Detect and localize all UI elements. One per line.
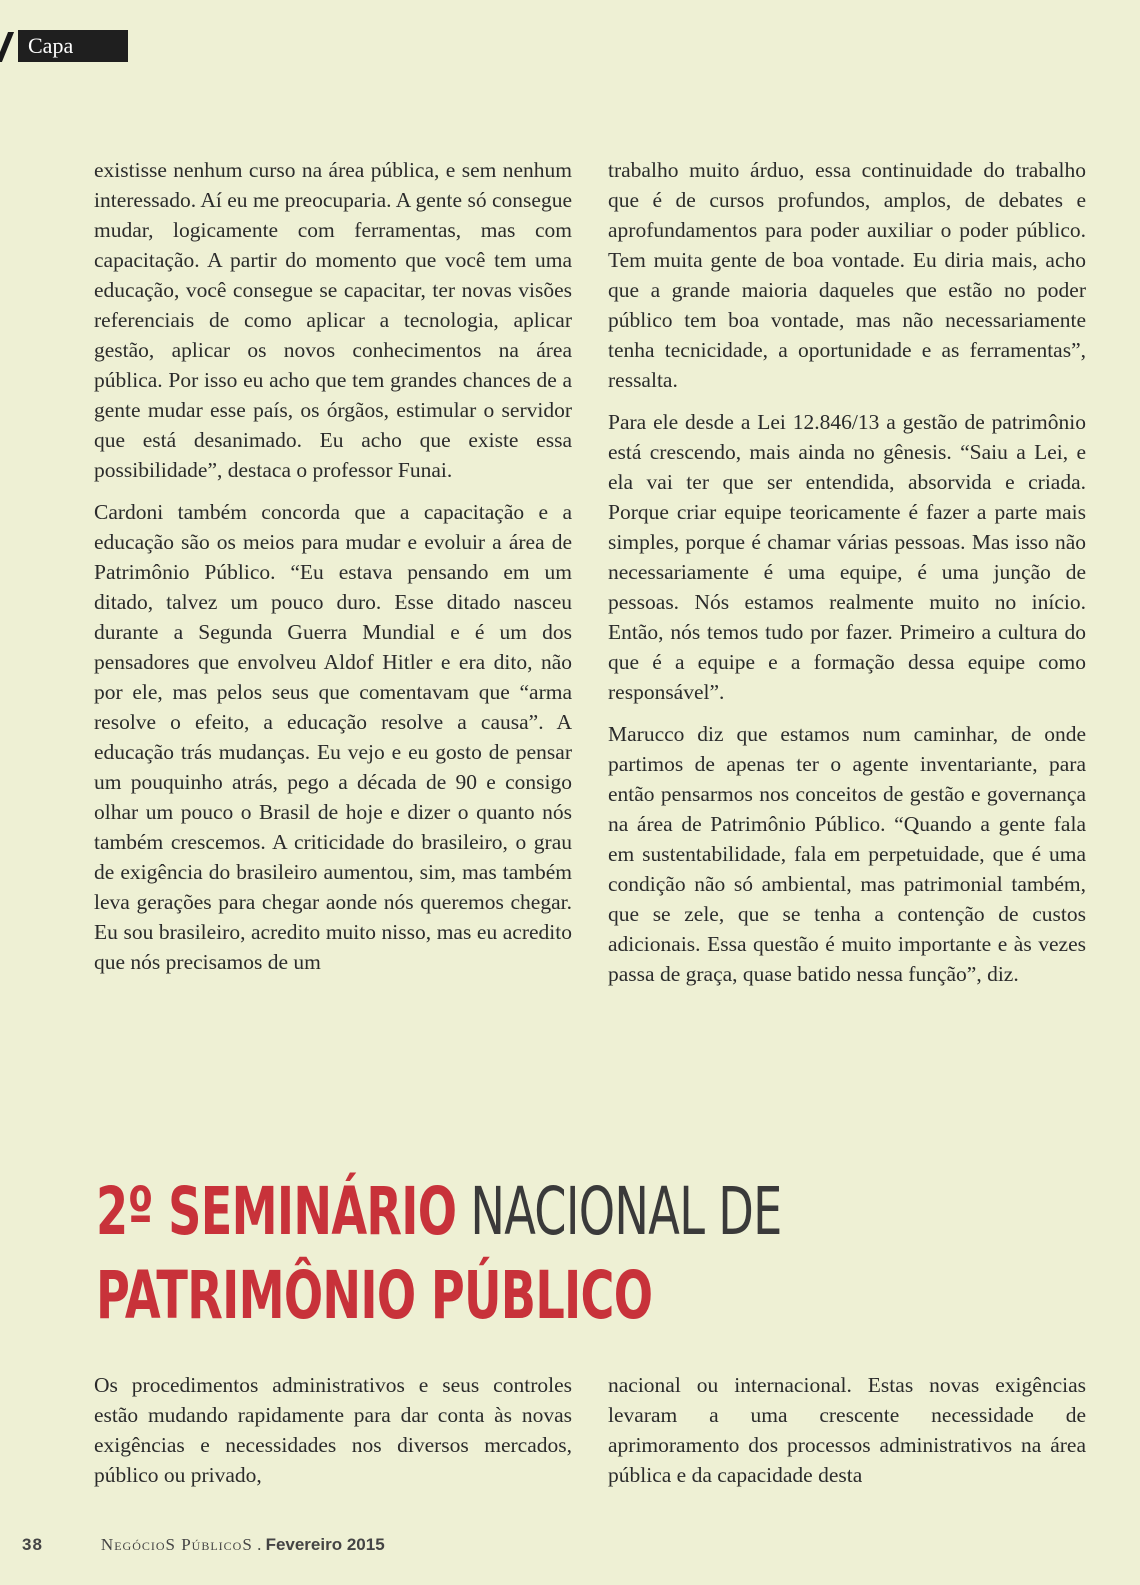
- headline-line-2: PATRIMÔNIO PÚBLICO: [96, 1257, 653, 1334]
- paragraph: nacional ou internacional. Estas novas exigências levaram a uma crescente necessidade de aprimoramento dos processos administrativos na área pública e da capacidade desta: [608, 1373, 1086, 1487]
- section-label: Capa: [18, 30, 128, 62]
- page-footer: [22, 1535, 385, 1555]
- paragraph: Cardoni também concorda que a capacitação e a educação são os meios para mudar e evoluir a área de Patrimônio Público. “Eu estava pensando em um ditado, talvez um pouco duro. Esse ditado nasceu durante a Segunda Guerra Mundial e é um dos pensadores que envolveu Aldof Hitler e era dito, não por ele, mas pelos seus que comentavam que “arma resolve o efeito, a educação resolve a causa”. A educação trás mudanças. Eu vejo e eu gosto de pensar um pouquinho atrás, pego a década de 90 e consigo olhar um pouco o Brasil de hoje e dizer o quanto nós também crescemos. A criticidade do brasileiro, o grau de exigência do brasileiro aumentou, sim, mas também leva gerações para chegar aonde nós queremos chegar. Eu sou brasileiro, acredito muito nisso, mas eu acredito que nós precisamos de um: [94, 500, 572, 974]
- footer-separator: .: [252, 1535, 266, 1554]
- paragraph: existisse nenhum curso na área pública, e sem nenhum interessado. Aí eu me preocuparia. A gente só consegue mudar, logicamente com ferramentas, mas com capacitação. A partir do momento que você tem uma educação, você consegue se capacitar, ter novas visões referenciais de como aplicar a tecnologia, aplicar gestão, aplicar os novos conhecimentos na área pública. Por isso eu acho que tem grandes chances de a gente mudar esse país, os órgãos, estimular o servidor que está desanimado. Eu acho que existe essa possibilidade”, destaca o professor Funai.: [94, 158, 572, 482]
- paragraph: trabalho muito árduo, essa continuidade do trabalho que é de cursos profundos, amplos, de debates e aprofundamentos para poder auxiliar o poder público. Tem muita gente de boa vontade. Eu diria mais, acho que a grande maioria daqueles que estão no poder público tem boa vontade, mas não necessariamente tenha tecnicidade, a oportunidade e as ferramentas”, ressalta.: [608, 158, 1086, 392]
- section-slash-mark: [0, 32, 14, 62]
- paragraph: Marucco diz que estamos num caminhar, de onde partimos de apenas ter o agente inventariante, para então pensarmos nos conceitos de gestão e governança na área de Patrimônio Público. “Quando a gente fala em sustentabilidade, fala em perpetuidade, que é uma condição não só ambiental, mas patrimonial também, que se zele, que se tenha a contenção de custos adicionais. Essa questão é muito importante e às vezes passa de graça, quase batido nessa função”, diz.: [608, 722, 1086, 986]
- article-column-left: [94, 155, 572, 989]
- headline-line-1: [96, 1170, 782, 1254]
- headline-dark-part: NACIONAL DE: [456, 1173, 782, 1250]
- paragraph: Para ele desde a Lei 12.846/13 a gestão de patrimônio está crescendo, mais ainda no gênesis. “Saiu a Lei, e ela vai ter que ser entendida, absorvida e criada. Porque criar equipe teoricamente é fazer a parte mais simples, porque é chamar várias pessoas. Mas isso não necessariamente é uma equipe, é uma junção de pessoas. Nós estamos realmente muito no início. Então, nós temos tudo por fazer. Primeiro a cultura do que é a equipe e a formação dessa equipe como responsável”.: [608, 410, 1086, 704]
- intro-column-left: [94, 1370, 572, 1502]
- magazine-name: NegócioS PúblicoS: [100, 1535, 253, 1554]
- section-tag: [0, 30, 128, 62]
- intro-column-right: [608, 1370, 1086, 1502]
- headline: [96, 1170, 782, 1338]
- headline-red-part: 2º SEMINÁRIO: [96, 1173, 457, 1250]
- page-number: 38: [22, 1535, 43, 1554]
- issue-date: Fevereiro 2015: [265, 1535, 385, 1554]
- paragraph: Os procedimentos administrativos e seus controles estão mudando rapidamente para dar conta às novas exigências e necessidades nos diversos mercados, público ou privado,: [94, 1373, 572, 1487]
- article-column-right: [608, 155, 1086, 1001]
